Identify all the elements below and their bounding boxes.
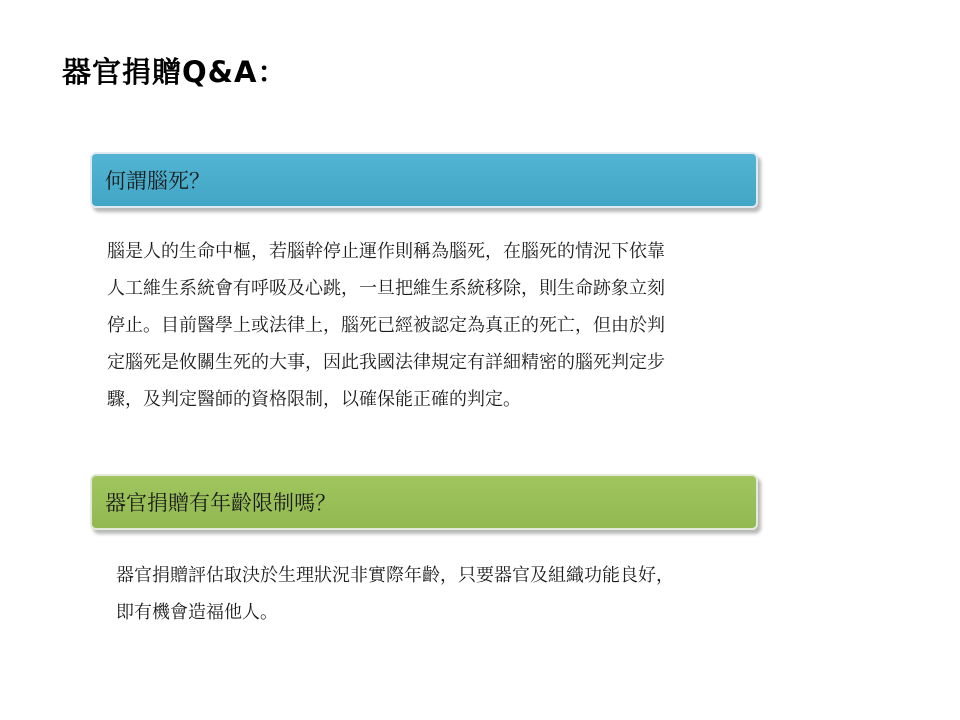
question-label: 何謂腦死？	[105, 169, 210, 193]
answer-brain-death	[107, 233, 665, 418]
answer-line: 定腦死是攸關生死的大事，因此我國法律規定有詳細精密的腦死判定步	[107, 352, 665, 373]
question-bar-brain-death	[90, 152, 758, 208]
question-bar-age-limit	[90, 474, 758, 530]
page-title: 器官捐贈Q&A：	[62, 55, 288, 89]
answer-line: 即有機會造福他人。	[116, 602, 278, 623]
answer-line: 腦是人的生命中樞，若腦幹停止運作則稱為腦死，在腦死的情況下依靠	[107, 241, 665, 262]
answer-line: 人工維生系統會有呼吸及心跳，一旦把維生系統移除，則生命跡象立刻	[107, 278, 665, 299]
answer-line: 停止。目前醫學上或法律上，腦死已經被認定為真正的死亡，但由於判	[107, 315, 665, 336]
answer-line: 驟，及判定醫師的資格限制，以確保能正確的判定。	[107, 389, 521, 410]
question-label: 器官捐贈有年齡限制嗎？	[105, 491, 336, 515]
answer-age-limit	[116, 557, 674, 631]
answer-line: 器官捐贈評估取決於生理狀況非實際年齡，只要器官及組織功能良好，	[116, 565, 674, 586]
